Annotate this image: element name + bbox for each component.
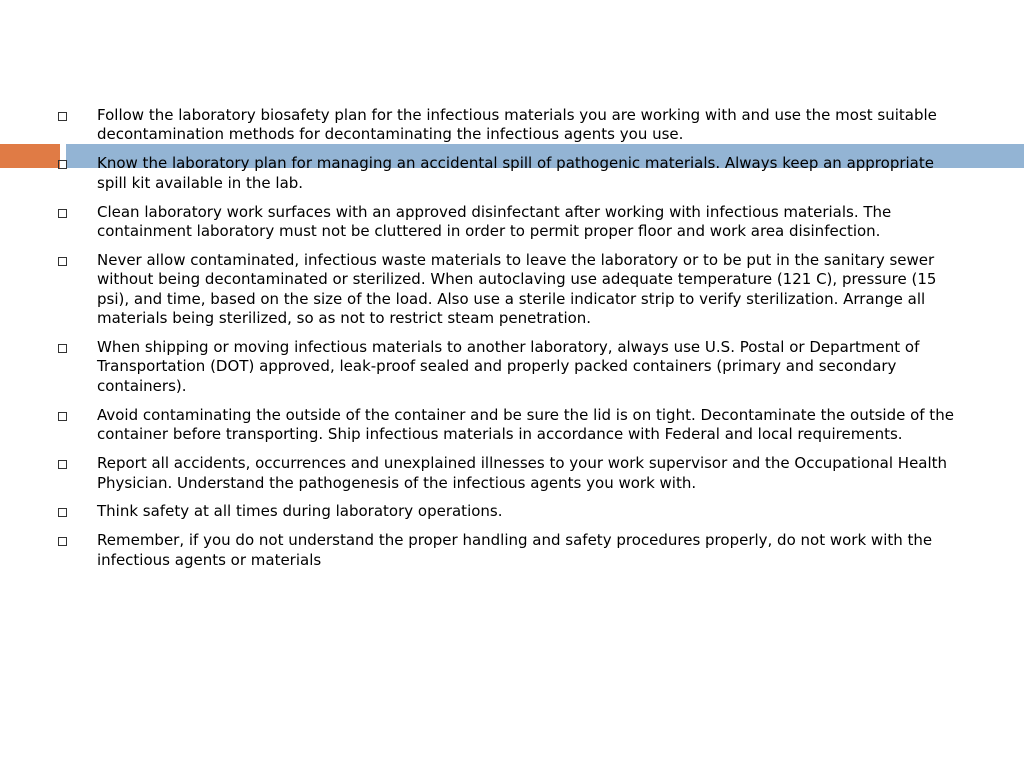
- list-item: [58, 531, 968, 570]
- list-item: [58, 203, 968, 242]
- list-item: [58, 406, 968, 445]
- square-bullet-icon: [58, 508, 67, 517]
- bullet-text: Avoid contaminating the outside of the container and be sure the lid is on tight. Decontaminate the outside of the container before transporting. Ship infectious materials in accordance with Federal and local requirements.: [97, 405, 954, 444]
- square-bullet-icon: [58, 412, 67, 421]
- square-bullet-icon: [58, 209, 67, 218]
- accent-bar-orange: [0, 144, 60, 168]
- list-item: [58, 502, 968, 521]
- square-bullet-icon: [58, 344, 67, 353]
- bullet-text: Clean laboratory work surfaces with an approved disinfectant after working with infectious materials. The containment laboratory must not be cluttered in order to permit proper floor and work area disinfection.: [97, 202, 892, 241]
- bullet-text: Follow the laboratory biosafety plan for the infectious materials you are working with and use the most suitable decontamination methods for decontaminating the infectious agents you use.: [97, 106, 937, 144]
- list-item: [58, 338, 968, 396]
- list-item: [58, 251, 968, 329]
- square-bullet-icon: [58, 112, 67, 121]
- square-bullet-icon: [58, 537, 67, 546]
- square-bullet-icon: [58, 257, 67, 266]
- bullet-text: When shipping or moving infectious materials to another laboratory, always use U.S. Postal or Department of Transportation (DOT) approved, leak-proof sealed and properly packed containers (primary and secondary containers).: [97, 338, 920, 395]
- square-bullet-icon: [58, 460, 67, 469]
- bullet-list: [58, 106, 968, 580]
- list-item: [58, 454, 968, 493]
- square-bullet-icon: [58, 160, 67, 169]
- list-item: [58, 154, 968, 193]
- bullet-text: Never allow contaminated, infectious waste materials to leave the laboratory or to be put in the sanitary sewer without being decontaminated or sterilized. When autoclaving use adequate temperature (121 C), pressure (15 psi), and time, based on the size of the load. Also use a sterile indicator strip to verify sterilization. Arrange all materials being sterilized, so as not to restrict steam penetration.: [97, 250, 937, 328]
- bullet-text: Think safety at all times during laboratory operations.: [97, 502, 503, 521]
- list-item: [58, 106, 968, 145]
- bullet-text: Remember, if you do not understand the proper handling and safety procedures properly, do not work with the infectious agents or materials: [97, 531, 933, 569]
- bullet-text: Report all accidents, occurrences and unexplained illnesses to your work supervisor and the Occupational Health Physician. Understand the pathogenesis of the infectious agents you work with.: [97, 454, 948, 492]
- bullet-text: Know the laboratory plan for managing an accidental spill of pathogenic materials. Always keep an appropriate spill kit available in the lab.: [97, 154, 934, 192]
